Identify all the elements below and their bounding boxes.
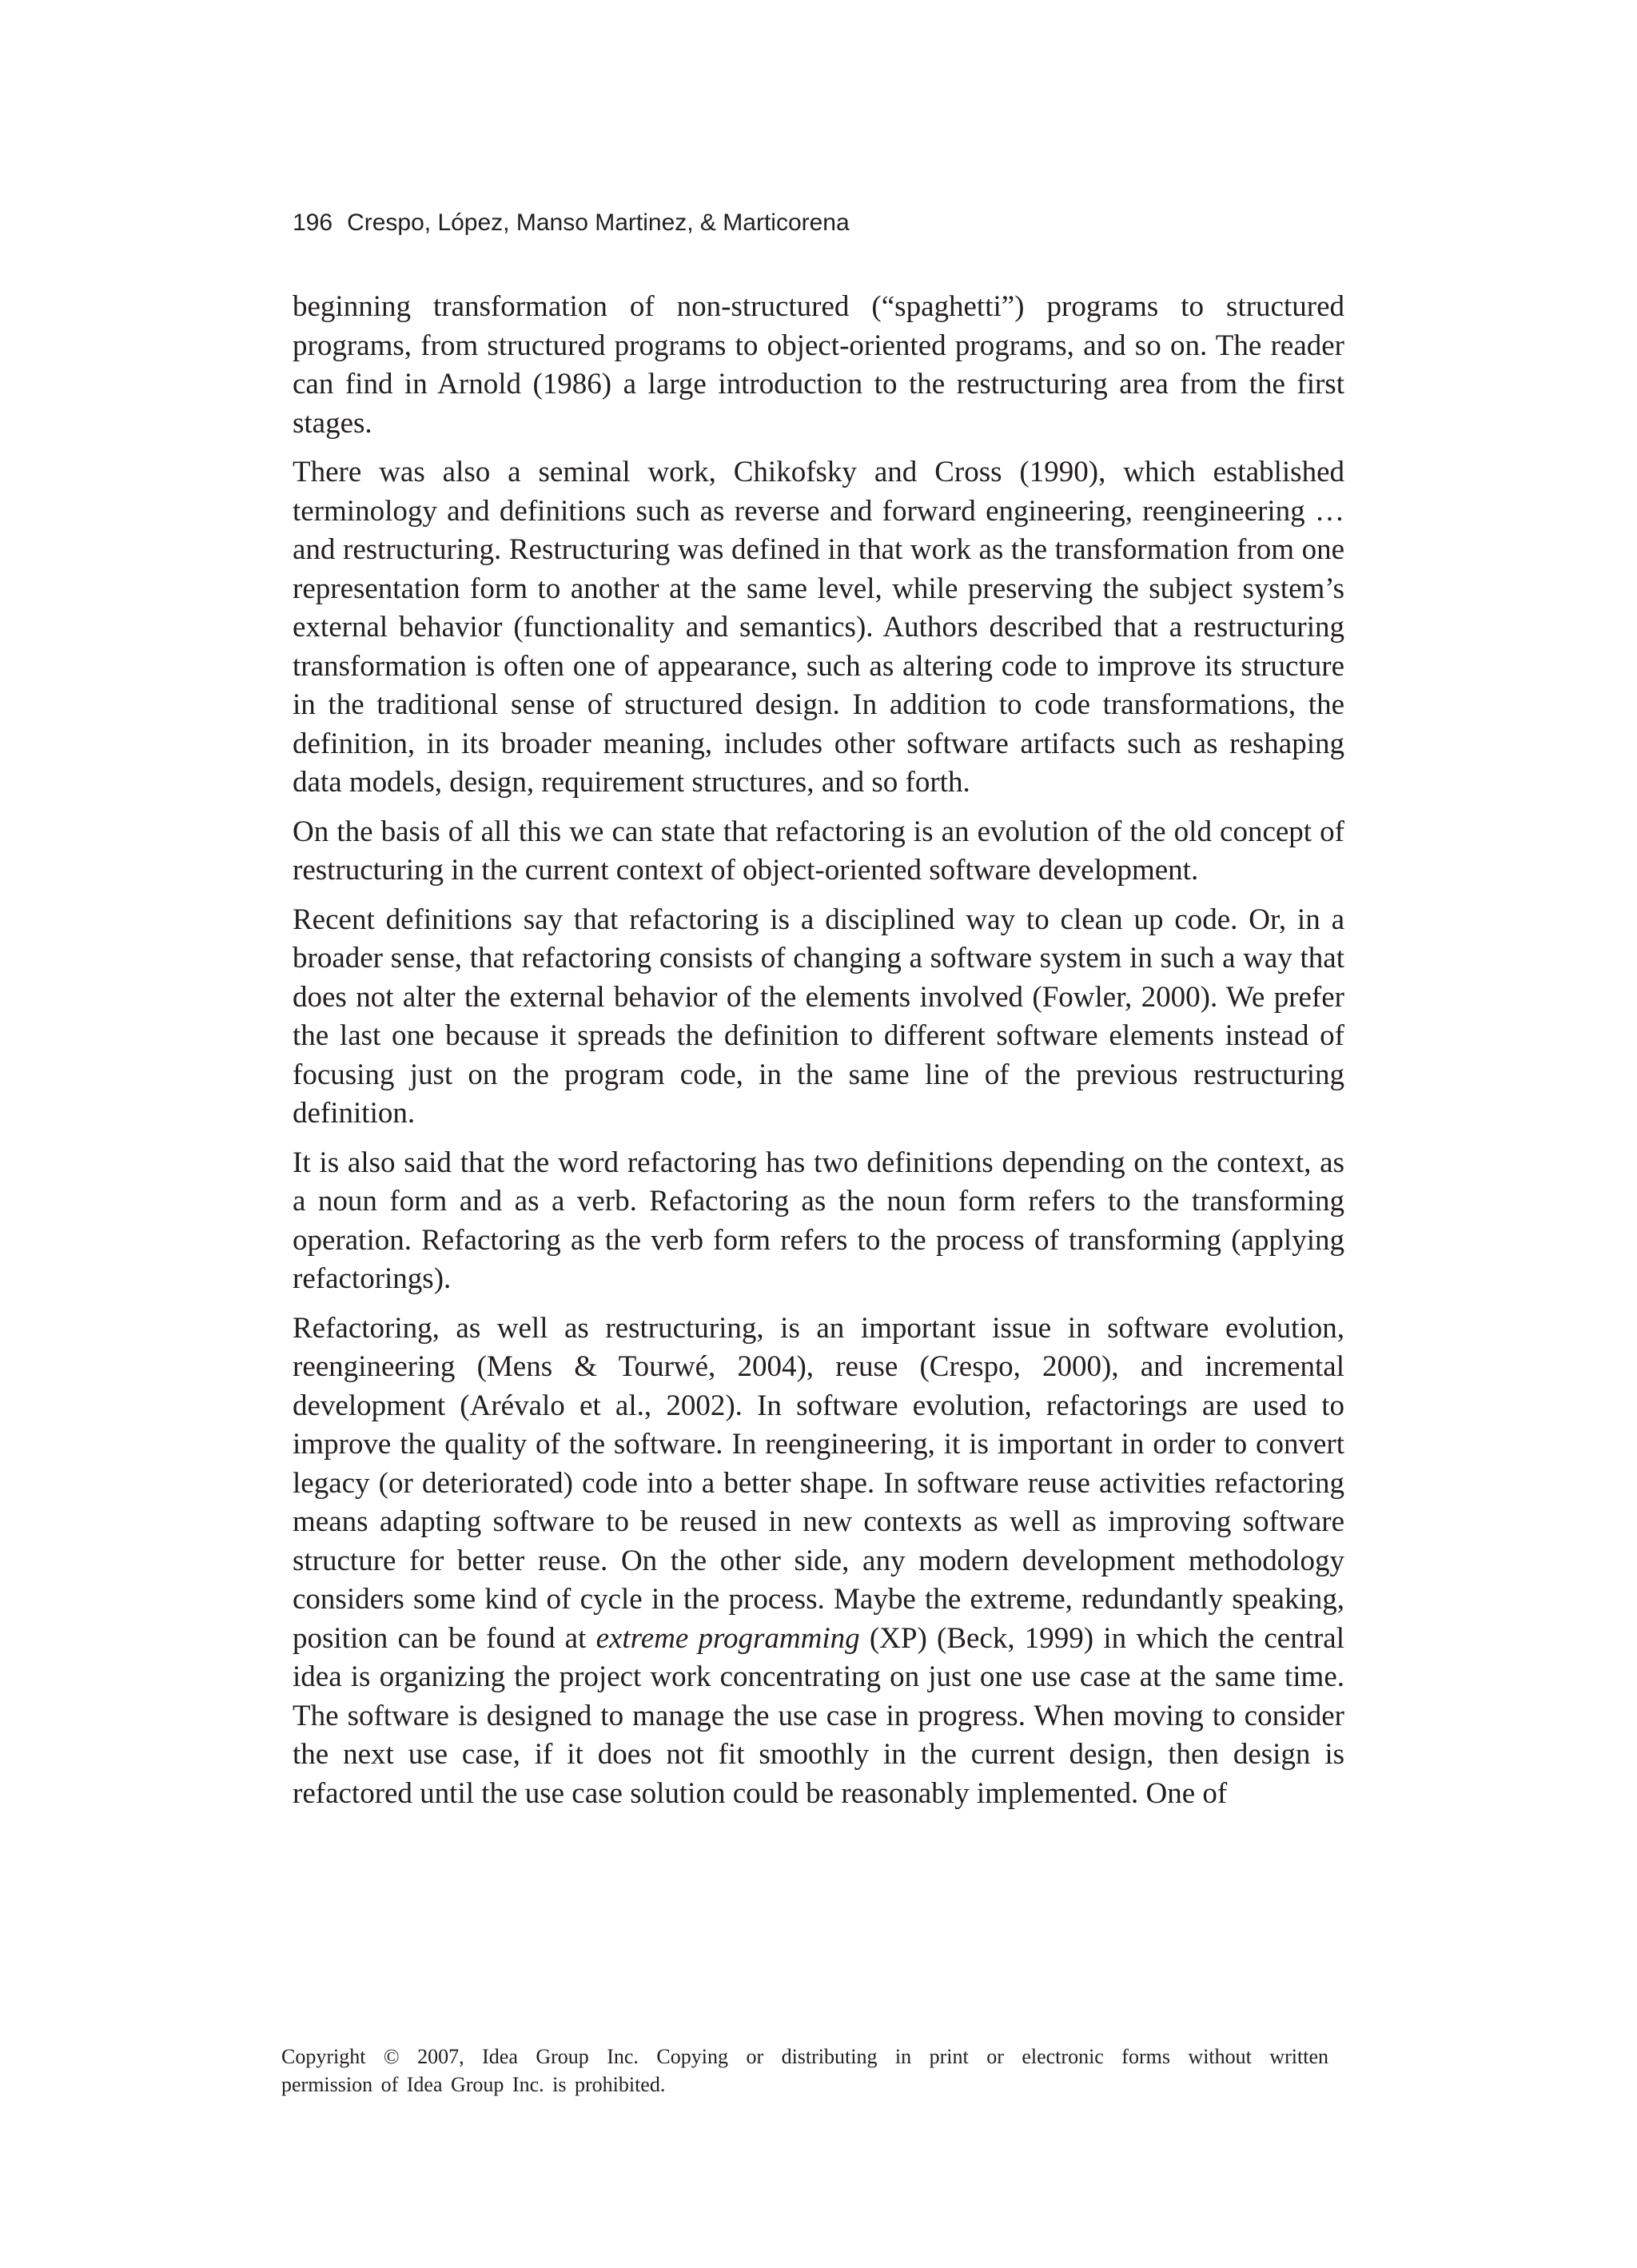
italic-term-extreme: extreme <box>595 1621 689 1655</box>
page-number: 196 <box>293 209 333 236</box>
copyright-footer <box>281 2043 1328 2099</box>
paragraph-1: beginning transformation of non-structured (“spaghetti”) programs to structured programs, from structured programs to object-oriented programs, and so on. The reader can find in Arnold (1986) a large introduction to the restructuring area from the first stages. <box>293 290 1344 440</box>
paragraph-6 <box>293 1309 1344 1814</box>
paragraph-6-text-b: (XP) (Beck, 1999) in which the central idea is organizing the project work concentrating on just one use case at the same time. The software is designed to manage the use case in progress. When moving to consider the next use case, if it does not fit smoothly in the current design, then design is refactored until the use case solution could be reasonably implemented. One of <box>293 1621 1345 1810</box>
paragraph-5: It is also said that the word refactoring has two definitions depending on the context, as a noun form and as a verb. Refactoring as the noun form refers to the transforming operation. Refactoring as the verb form refers to the process of transforming (applying refactorings). <box>293 1146 1344 1295</box>
italic-term-programming: programming <box>698 1621 860 1655</box>
copyright-line-2: permission of Idea Group Inc. is prohibited. <box>281 2073 666 2096</box>
paragraph-4: Recent definitions say that refactoring is a disciplined way to clean up code. Or, in a broader sense, that refactoring consists of changing a software system in such a way that does not alter the external behavior of the elements involved (Fowler, 2000). We prefer the last one because it spreads the definition to different software elements instead of focusing just on the program code, in the same line of the previous restructuring definition. <box>293 903 1344 1130</box>
paragraph-2: There was also a seminal work, Chikofsky and Cross (1990), which established terminology and definitions such as reverse and forward engineering, reengineering … and restructuring. Restructuring was defined in that work as the transformation from one representation form to another at the same level, while preserving the subject system’s external behavior (functionality and semantics). Authors described that a restructuring transformation is often one of appearance, such as altering code to improve its structure in the traditional sense of structured design. In addition to code transformations, the definition, in its broader meaning, includes other software artifacts such as reshaping data models, design, requirement structures, and so forth. <box>293 456 1344 799</box>
paragraph-6-space <box>688 1622 698 1655</box>
header-authors: Crespo, López, Manso Martinez, & Marticorena <box>347 209 850 236</box>
body-text <box>293 288 1344 1824</box>
paragraph-3: On the basis of all this we can state that refactoring is an evolution of the old concept of restructuring in the current context of object-oriented software development. <box>293 815 1344 887</box>
copyright-line-1: Copyright © 2007, Idea Group Inc. Copying or distributing in print or electronic forms without written <box>281 2045 1328 2068</box>
running-header <box>293 209 850 237</box>
paragraph-6-text-a: Refactoring, as well as restructuring, is an important issue in software evolution, reengineering (Mens & Tourwé, 2004), reuse (Crespo, 2000), and incremental development (Arévalo et al., 2002). In software evolution, refactorings are used to improve the quality of the software. In reengineering, it is important in order to convert legacy (or deteriorated) code into a better shape. In software reuse activities refactoring means adapting software to be reused in new contexts as well as improving software structure for better reuse. On the other side, any modern development methodology considers some kind of cycle in the process. Maybe the extreme, redundantly speaking, position can be found at <box>293 1311 1344 1655</box>
